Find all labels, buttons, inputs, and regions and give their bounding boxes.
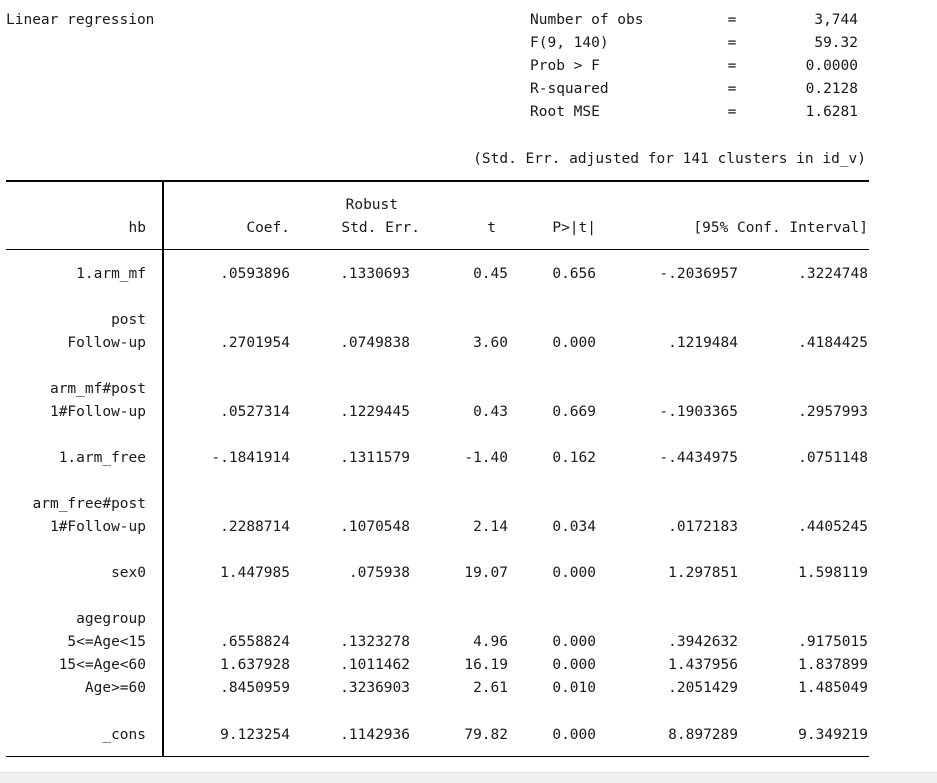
cell-p: 0.010 (552, 680, 596, 696)
cell-ci-upper: .4405245 (798, 519, 868, 535)
cell-ci-upper: .4184425 (798, 335, 868, 351)
cell-ci-lower: -.1903365 (659, 404, 738, 420)
cell-t: -1.40 (464, 450, 508, 466)
row-label: 1#Follow-up (49, 519, 146, 535)
stat-value: 59.32 (814, 35, 858, 51)
row-label: arm_free#post (32, 496, 146, 512)
cell-ci-upper: .3224748 (798, 266, 868, 282)
table-top-rule (6, 180, 869, 182)
row-label: arm_mf#post (49, 381, 146, 397)
stat-label: R-squared (530, 81, 609, 97)
stat-value: 1.6281 (805, 104, 858, 120)
cell-p: 0.000 (552, 335, 596, 351)
row-label: 1#Follow-up (49, 404, 146, 420)
cell-ci-upper: .9175015 (798, 634, 868, 650)
row-label: Follow-up (67, 335, 146, 351)
cell-p: 0.000 (552, 727, 596, 743)
stat-label: Prob > F (530, 58, 600, 74)
row-label: 1.arm_mf (76, 266, 146, 282)
row-label: Age>=60 (84, 680, 146, 696)
cell-coef: -.1841914 (211, 450, 290, 466)
column-header-ci: [95% Conf. Interval] (693, 220, 868, 236)
cell-ci-upper: 1.598119 (798, 565, 868, 581)
cell-t: 79.82 (464, 727, 508, 743)
cell-std-err: .1011462 (340, 657, 410, 673)
row-label: 15<=Age<60 (58, 657, 146, 673)
cell-std-err: .0749838 (340, 335, 410, 351)
cell-coef: .8450959 (220, 680, 290, 696)
column-header-coef: Coef. (246, 220, 290, 236)
cell-t: 3.60 (473, 335, 508, 351)
cell-ci-lower: .1219484 (668, 335, 738, 351)
depvar-label: hb (128, 220, 146, 236)
stat-equals: = (727, 35, 737, 51)
cell-ci-upper: .0751148 (798, 450, 868, 466)
column-robust-label: Robust (345, 197, 398, 213)
cell-ci-lower: -.4434975 (659, 450, 738, 466)
cell-std-err: .1142936 (340, 727, 410, 743)
table-column-divider (162, 180, 164, 757)
cell-p: 0.034 (552, 519, 596, 535)
cell-coef: .2701954 (220, 335, 290, 351)
cell-std-err: .1311579 (340, 450, 410, 466)
cell-coef: .2288714 (220, 519, 290, 535)
cell-t: 19.07 (464, 565, 508, 581)
stat-value: 0.2128 (805, 81, 858, 97)
cell-coef: 9.123254 (220, 727, 290, 743)
cell-ci-lower: 1.437956 (668, 657, 738, 673)
cell-p: 0.162 (552, 450, 596, 466)
row-label: post (111, 312, 146, 328)
cluster-note: (Std. Err. adjusted for 141 clusters in id_v) (473, 151, 866, 167)
cell-coef: .0527314 (220, 404, 290, 420)
column-header-t: t (487, 220, 496, 236)
cell-ci-upper: 1.837899 (798, 657, 868, 673)
cell-ci-lower: -.2036957 (659, 266, 738, 282)
cell-ci-lower: 8.897289 (668, 727, 738, 743)
cell-coef: 1.447985 (220, 565, 290, 581)
row-label: 1.arm_free (58, 450, 146, 466)
stat-label: Root MSE (530, 104, 600, 120)
cell-ci-lower: 1.297851 (668, 565, 738, 581)
stat-value: 0.0000 (805, 58, 858, 74)
cell-p: 0.000 (552, 657, 596, 673)
cell-t: 2.61 (473, 680, 508, 696)
row-label: _cons (102, 727, 146, 743)
cell-coef: 1.637928 (220, 657, 290, 673)
cell-t: 2.14 (473, 519, 508, 535)
cell-t: 0.45 (473, 266, 508, 282)
cell-p: 0.000 (552, 565, 596, 581)
column-header-p: P>|t| (552, 220, 596, 236)
cell-std-err: .1323278 (340, 634, 410, 650)
column-header-se: Std. Err. (341, 220, 420, 236)
cell-t: 4.96 (473, 634, 508, 650)
row-label: agegroup (76, 611, 146, 627)
cell-ci-upper: 9.349219 (798, 727, 868, 743)
row-label: sex0 (111, 565, 146, 581)
cell-ci-lower: .2051429 (668, 680, 738, 696)
window-bottom-edge (0, 772, 937, 783)
cell-ci-upper: 1.485049 (798, 680, 868, 696)
cell-std-err: .1229445 (340, 404, 410, 420)
cell-p: 0.656 (552, 266, 596, 282)
cell-ci-lower: .0172183 (668, 519, 738, 535)
cell-t: 0.43 (473, 404, 508, 420)
table-header-rule (6, 249, 869, 250)
stat-equals: = (727, 12, 737, 28)
cell-p: 0.000 (552, 634, 596, 650)
cell-std-err: .1330693 (340, 266, 410, 282)
cell-std-err: .3236903 (340, 680, 410, 696)
stat-label: Number of obs (530, 12, 644, 28)
cell-coef: .0593896 (220, 266, 290, 282)
cell-std-err: .075938 (348, 565, 410, 581)
row-label: 5<=Age<15 (67, 634, 146, 650)
cell-ci-lower: .3942632 (668, 634, 738, 650)
output-title: Linear regression (6, 12, 155, 28)
cell-std-err: .1070548 (340, 519, 410, 535)
cell-t: 16.19 (464, 657, 508, 673)
stat-value: 3,744 (814, 12, 858, 28)
stat-equals: = (727, 81, 737, 97)
cell-ci-upper: .2957993 (798, 404, 868, 420)
stat-label: F(9, 140) (530, 35, 609, 51)
stat-equals: = (727, 104, 737, 120)
cell-coef: .6558824 (220, 634, 290, 650)
stat-equals: = (727, 58, 737, 74)
table-bottom-rule (6, 756, 869, 757)
cell-p: 0.669 (552, 404, 596, 420)
